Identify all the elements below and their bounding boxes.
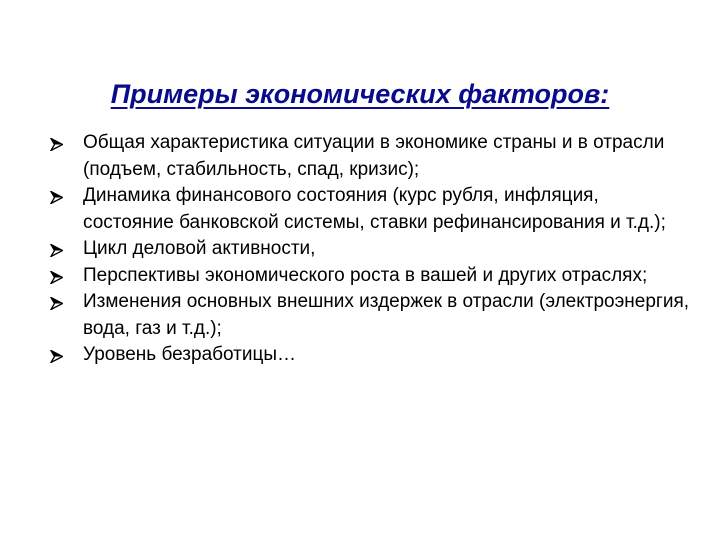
list-item-text: Цикл деловой активности,	[83, 238, 316, 259]
arrowhead-bullet-icon	[50, 191, 63, 204]
arrowhead-bullet-icon	[50, 244, 63, 257]
list-item	[50, 130, 690, 183]
list-item	[50, 236, 690, 263]
list-item-text: Уровень безработицы…	[83, 344, 297, 365]
arrowhead-bullet-icon	[50, 271, 63, 284]
arrowhead-bullet-icon	[50, 297, 63, 310]
list-item-text: Изменения основных внешних издержек в отрасли (электроэнергия, вода, газ и т.д.);	[83, 291, 690, 339]
bullet-list	[50, 130, 690, 369]
list-item-text: Общая характеристика ситуации в экономике страны и в отрасли (подъем, стабильность, спад, кризис);	[83, 132, 665, 180]
list-item	[50, 289, 690, 342]
arrowhead-bullet-icon	[50, 350, 63, 363]
list-item	[50, 263, 690, 290]
slide-title: Примеры экономических факторов:	[110, 79, 610, 109]
list-item	[50, 183, 690, 236]
arrowhead-bullet-icon	[50, 138, 63, 151]
list-item-text: Динамика финансового состояния (курс рубля, инфляция, состояние банковской системы, ставки рефинансирования и т.д.);	[83, 185, 666, 233]
list-item-text: Перспективы экономического роста в вашей и других отраслях;	[83, 264, 648, 286]
list-item	[50, 342, 690, 369]
